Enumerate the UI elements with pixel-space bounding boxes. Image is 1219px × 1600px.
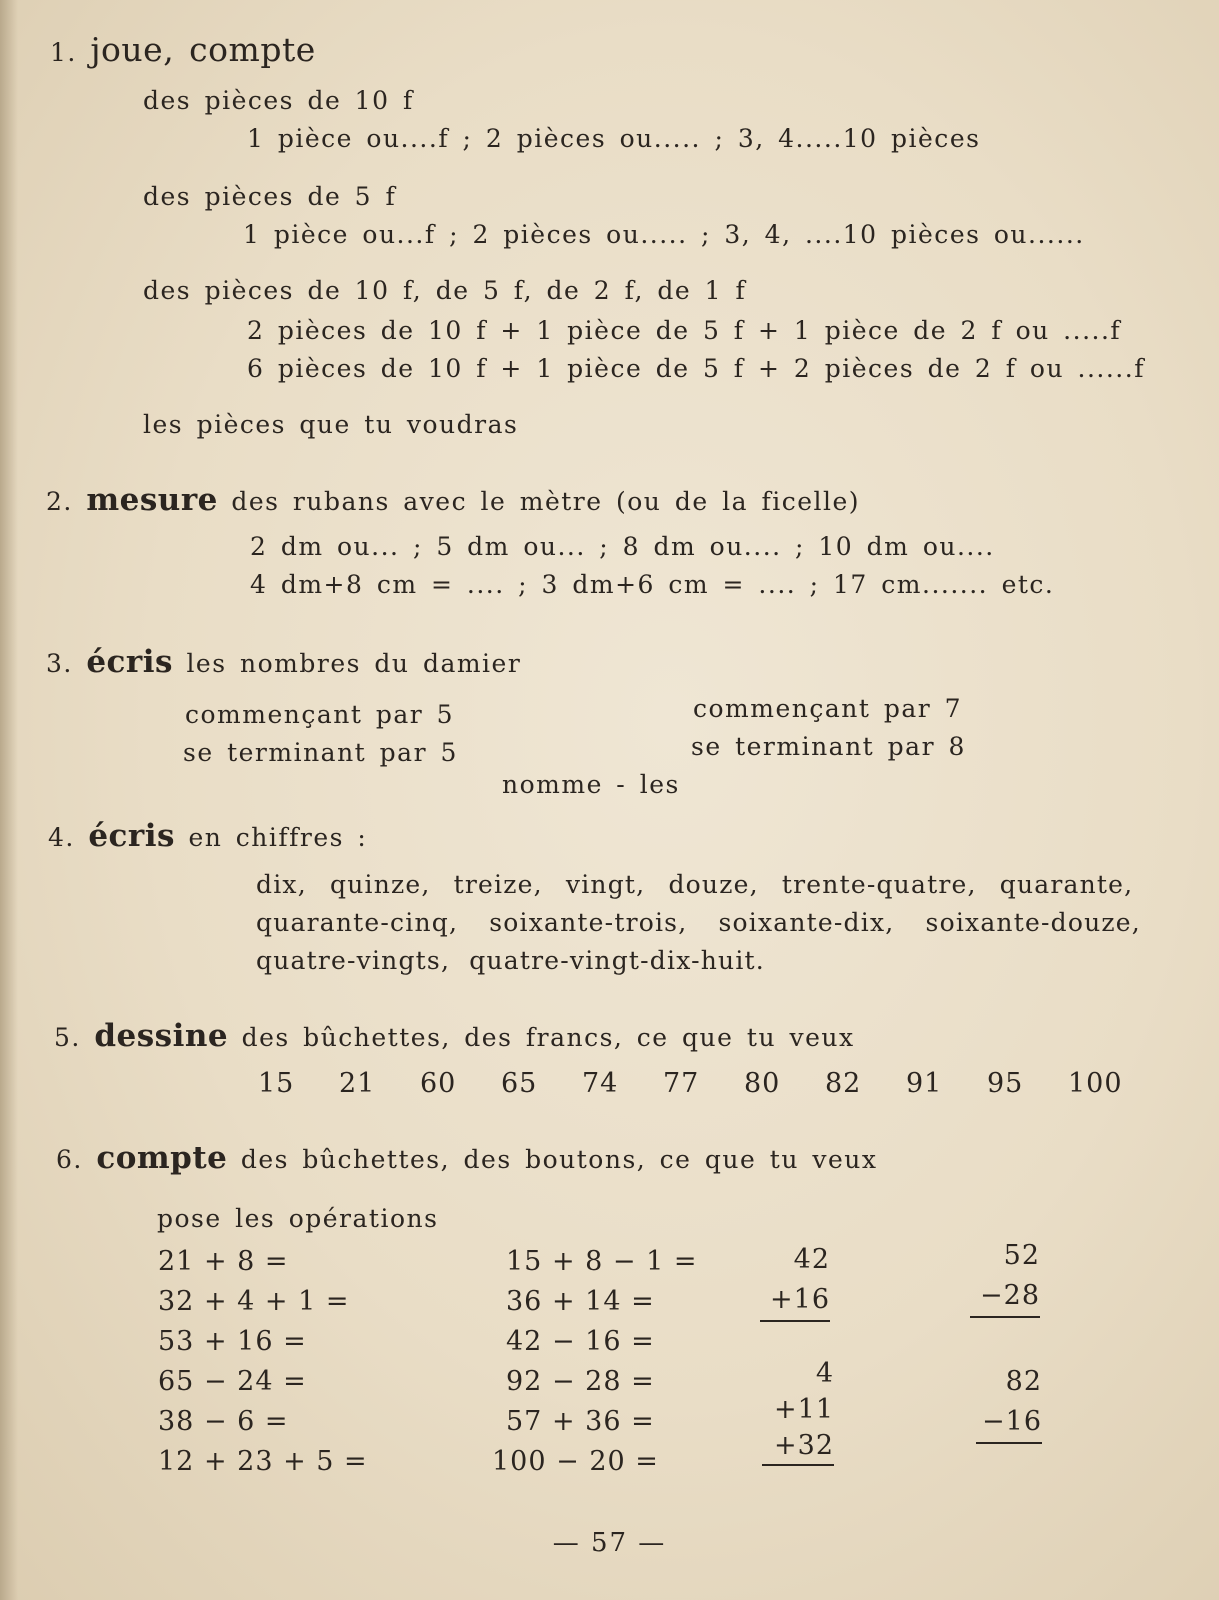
ex4-heading bbox=[48, 818, 367, 854]
ex6-op-b-bottom: −28 bbox=[970, 1276, 1040, 1318]
ex5-rest: des bûchettes, des francs, ce que tu veux bbox=[241, 1023, 855, 1052]
ex3-left2: se terminant par 5 bbox=[183, 738, 458, 767]
ex3-left1: commençant par 5 bbox=[185, 700, 455, 729]
ex6-col1-row: 12 + 23 + 5 = bbox=[158, 1446, 368, 1477]
ex6-col1 bbox=[158, 1246, 368, 1486]
ex5-number-item: 74 bbox=[582, 1068, 619, 1099]
ex2-number: 2. bbox=[46, 487, 73, 516]
ex4-line1: dix, quinze, treize, vingt, douze, trente-quatre, quarante, bbox=[256, 870, 1134, 899]
ex1-heading bbox=[50, 30, 316, 69]
ex3-rest: les nombres du damier bbox=[186, 649, 522, 678]
ex6-op-a-top: 42 bbox=[793, 1244, 830, 1275]
ex1-free-line: les pièces que tu voudras bbox=[143, 410, 519, 439]
ex6-col2-row: 92 − 28 = bbox=[506, 1366, 655, 1397]
ex6-instruction: pose les opérations bbox=[157, 1204, 439, 1233]
ex6-col2-row: 42 − 16 = bbox=[506, 1326, 655, 1357]
ex2-verb: mesure bbox=[86, 482, 218, 518]
ex6-op-d bbox=[976, 1362, 1042, 1444]
ex1-mixed-intro: des pièces de 10 f, de 5 f, de 2 f, de 1 f bbox=[143, 276, 747, 305]
ex1-mixed-line2: 6 pièces de 10 f + 1 pièce de 5 f + 2 pièces de 2 f ou ......f bbox=[247, 354, 1145, 383]
ex1-coins5-intro: des pièces de 5 f bbox=[143, 182, 397, 211]
ex6-number: 6. bbox=[56, 1145, 83, 1174]
ex5-number-item: 82 bbox=[825, 1068, 862, 1099]
ex5-number-item: 60 bbox=[420, 1068, 457, 1099]
ex6-col1-row: 32 + 4 + 1 = bbox=[158, 1286, 350, 1317]
ex1-number: 1. bbox=[50, 38, 77, 67]
ex5-number: 5. bbox=[54, 1023, 81, 1052]
ex3-center: nomme - les bbox=[502, 770, 680, 799]
ex5-number-item: 95 bbox=[987, 1068, 1024, 1099]
ex1-coins10-line: 1 pièce ou....f ; 2 pièces ou..... ; 3, 4.....10 pièces bbox=[247, 124, 981, 153]
ex2-rest: des rubans avec le mètre (ou de la ficelle) bbox=[231, 487, 861, 516]
ex6-op-d-bottom: −16 bbox=[976, 1402, 1042, 1444]
ex5-numbers-row bbox=[258, 1068, 1138, 1099]
ex6-verb: compte bbox=[96, 1140, 228, 1176]
ex5-heading bbox=[54, 1018, 855, 1054]
page-number: — 57 — bbox=[552, 1528, 667, 1558]
ex6-col1-row: 38 − 6 = bbox=[158, 1406, 289, 1437]
ex6-col1-row: 21 + 8 = bbox=[158, 1246, 289, 1277]
ex3-heading bbox=[46, 644, 521, 680]
ex6-op-c-middle: +11 bbox=[774, 1394, 834, 1425]
ex1-mixed-line1: 2 pièces de 10 f + 1 pièce de 5 f + 1 pièce de 2 f ou .....f bbox=[247, 316, 1122, 345]
ex6-op-b-top: 52 bbox=[1003, 1240, 1040, 1271]
ex6-op-c-top: 4 bbox=[815, 1358, 834, 1389]
ex5-number-item: 77 bbox=[663, 1068, 700, 1099]
ex4-line2: quarante-cinq, soixante-trois, soixante-dix, soixante-douze, bbox=[256, 908, 1141, 937]
ex6-col2-row: 15 + 8 − 1 = bbox=[506, 1246, 698, 1277]
ex4-number: 4. bbox=[48, 823, 75, 852]
ex2-line2: 4 dm+8 cm = .... ; 3 dm+6 cm = .... ; 17 cm....... etc. bbox=[250, 570, 1055, 599]
ex1-verb: joue, compte bbox=[90, 30, 316, 69]
ex5-verb: dessine bbox=[94, 1018, 229, 1054]
ex6-col1-row: 65 − 24 = bbox=[158, 1366, 307, 1397]
ex6-op-d-top: 82 bbox=[1005, 1366, 1042, 1397]
ex2-line1: 2 dm ou... ; 5 dm ou... ; 8 dm ou.... ; 10 dm ou.... bbox=[250, 532, 995, 561]
ex5-number-item: 21 bbox=[339, 1068, 376, 1099]
ex5-number-item: 15 bbox=[258, 1068, 295, 1099]
ex5-number-item: 80 bbox=[744, 1068, 781, 1099]
ex6-col2-row: 100 − 20 = bbox=[492, 1446, 659, 1477]
ex2-heading bbox=[46, 482, 860, 518]
ex3-verb: écris bbox=[86, 644, 173, 680]
ex6-op-c-bottom: +32 bbox=[762, 1428, 834, 1466]
ex5-number-item: 65 bbox=[501, 1068, 538, 1099]
ex5-number-item: 91 bbox=[906, 1068, 943, 1099]
ex6-rest: des bûchettes, des boutons, ce que tu veux bbox=[240, 1145, 878, 1174]
ex6-col2-row: 36 + 14 = bbox=[506, 1286, 655, 1317]
ex4-rest: en chiffres : bbox=[188, 823, 368, 852]
ex3-number: 3. bbox=[46, 649, 73, 678]
ex6-col1-row: 53 + 16 = bbox=[158, 1326, 307, 1357]
ex6-op-a-bottom: +16 bbox=[760, 1280, 830, 1322]
ex4-verb: écris bbox=[88, 818, 175, 854]
ex1-coins5-line: 1 pièce ou...f ; 2 pièces ou..... ; 3, 4, ....10 pièces ou...... bbox=[243, 220, 1085, 249]
ex6-op-a bbox=[760, 1240, 830, 1322]
ex6-col2 bbox=[492, 1246, 698, 1486]
ex6-op-c bbox=[762, 1356, 834, 1466]
ex3-right1: commençant par 7 bbox=[693, 694, 963, 723]
ex4-line3: quatre-vingts, quatre-vingt-dix-huit. bbox=[256, 946, 765, 975]
ex6-heading bbox=[56, 1140, 878, 1176]
ex6-op-b bbox=[970, 1236, 1040, 1318]
ex6-col2-row: 57 + 36 = bbox=[506, 1406, 655, 1437]
ex1-coins10-intro: des pièces de 10 f bbox=[143, 86, 414, 115]
page-binding-shadow bbox=[0, 0, 18, 1600]
ex5-number-item: 100 bbox=[1068, 1068, 1123, 1099]
ex3-right2: se terminant par 8 bbox=[691, 732, 966, 761]
